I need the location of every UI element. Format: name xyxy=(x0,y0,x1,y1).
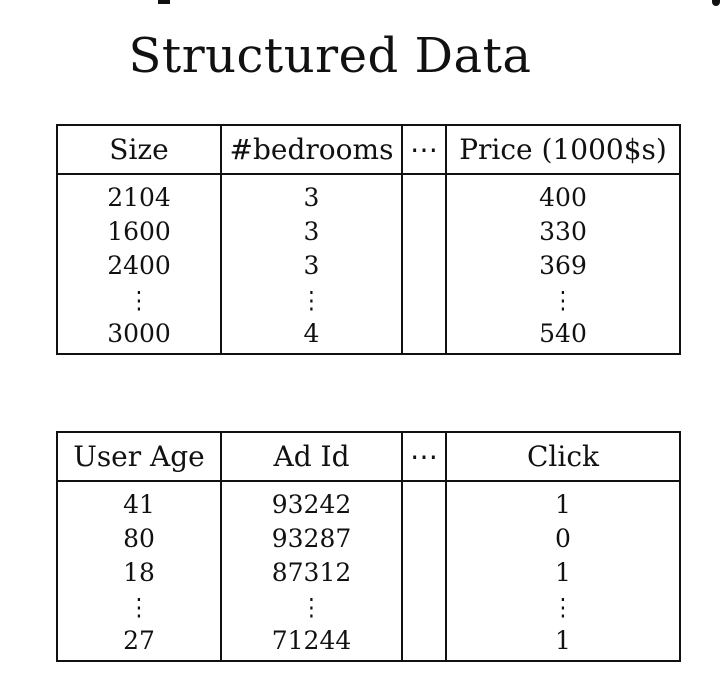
table-cell: 369 xyxy=(446,249,680,283)
table-cell xyxy=(402,215,446,249)
housing-table xyxy=(56,124,681,355)
table-row xyxy=(57,317,680,354)
table-cell xyxy=(402,624,446,661)
vertical-ellipsis: ⋮ xyxy=(552,594,574,623)
table-row-ellipsis xyxy=(57,283,680,317)
column-header: Price (1000$s) xyxy=(446,125,680,174)
vertical-ellipsis: ⋮ xyxy=(128,287,150,316)
table-row xyxy=(57,174,680,215)
table-cell xyxy=(402,249,446,283)
vertical-ellipsis: ⋮ xyxy=(300,287,323,316)
table-cell: 71244 xyxy=(221,624,402,661)
table-cell xyxy=(402,481,446,522)
column-header: Ad Id xyxy=(221,432,402,481)
table-header-row xyxy=(57,125,680,174)
ad-click-table xyxy=(56,431,681,662)
table-cell: 1600 xyxy=(57,215,221,249)
table-row xyxy=(57,522,680,556)
table-cell xyxy=(221,283,402,317)
table-row xyxy=(57,624,680,661)
table-cell xyxy=(402,590,446,624)
table-cell: 93242 xyxy=(221,481,402,522)
table-cell xyxy=(57,590,221,624)
vertical-ellipsis: ⋮ xyxy=(552,287,574,316)
table-cell: 0 xyxy=(446,522,680,556)
table-cell xyxy=(402,522,446,556)
table-cell: 93287 xyxy=(221,522,402,556)
table-cell: 3 xyxy=(221,215,402,249)
table-cell: 2104 xyxy=(57,174,221,215)
table-row xyxy=(57,249,680,283)
table-cell xyxy=(402,174,446,215)
page-title: Structured Data xyxy=(128,28,532,84)
table-header-row xyxy=(57,432,680,481)
table-cell xyxy=(402,317,446,354)
table-cell: 41 xyxy=(57,481,221,522)
top-edge-fragment-left xyxy=(158,0,170,4)
table-row xyxy=(57,215,680,249)
table-cell: 80 xyxy=(57,522,221,556)
table-cell xyxy=(402,283,446,317)
table-row xyxy=(57,556,680,590)
vertical-ellipsis: ⋮ xyxy=(300,594,323,623)
column-header: Size xyxy=(57,125,221,174)
table-cell: 2400 xyxy=(57,249,221,283)
table-cell xyxy=(57,283,221,317)
column-header: Click xyxy=(446,432,680,481)
table-cell: 87312 xyxy=(221,556,402,590)
table-cell: 3 xyxy=(221,249,402,283)
table-row-ellipsis xyxy=(57,590,680,624)
vertical-ellipsis: ⋮ xyxy=(128,594,150,623)
table-cell: 3 xyxy=(221,174,402,215)
table-cell: 330 xyxy=(446,215,680,249)
table-cell: 4 xyxy=(221,317,402,354)
table-cell xyxy=(446,283,680,317)
table-cell: 3000 xyxy=(57,317,221,354)
column-header-ellipsis: ⋯ xyxy=(402,125,446,174)
top-edge-fragment-right xyxy=(712,0,720,6)
table-cell: 27 xyxy=(57,624,221,661)
table-cell: 18 xyxy=(57,556,221,590)
table-cell: 1 xyxy=(446,556,680,590)
table-cell: 540 xyxy=(446,317,680,354)
column-header-ellipsis: ⋯ xyxy=(402,432,446,481)
table-row xyxy=(57,481,680,522)
table-cell xyxy=(221,590,402,624)
column-header: #bedrooms xyxy=(221,125,402,174)
table-cell xyxy=(402,556,446,590)
column-header: User Age xyxy=(57,432,221,481)
table-cell: 1 xyxy=(446,624,680,661)
table-cell: 1 xyxy=(446,481,680,522)
table-cell: 400 xyxy=(446,174,680,215)
table-cell xyxy=(446,590,680,624)
